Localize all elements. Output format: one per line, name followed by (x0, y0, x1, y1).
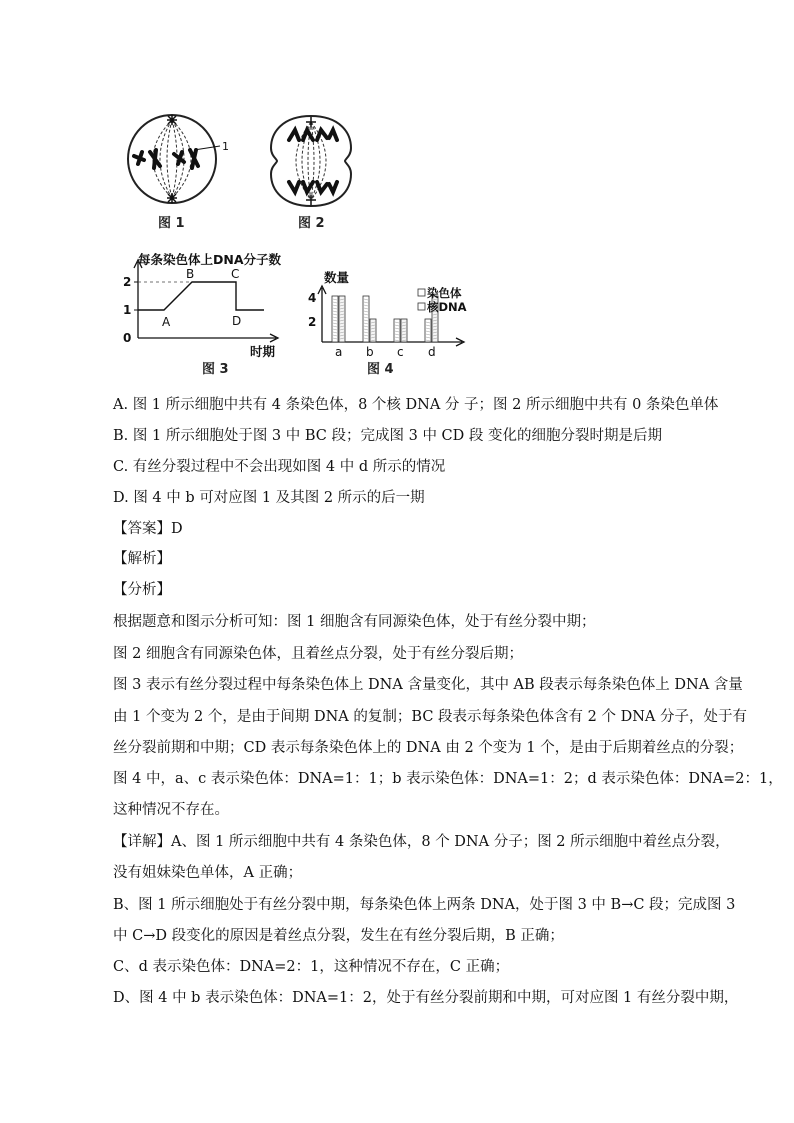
analysis-line-7: 这种情况不存在。 (113, 802, 229, 818)
figure-2-cell-diagram (267, 112, 357, 210)
option-c: C. 有丝分裂过程中不会出现如图 4 中 d 所示的情况 (113, 459, 446, 475)
option-b: B. 图 1 所示细胞处于图 3 中 BC 段；完成图 3 中 CD 段 变化的细胞分裂时期是后期 (113, 428, 662, 444)
analysis-line-3: 图 3 表示有丝分裂过程中每条染色体上 DNA 含量变化，其中 AB 段表示每条染色体上 DNA 含量 (113, 677, 743, 693)
figure-3-point-d: D (232, 314, 242, 328)
figure-3-ytick-2: 2 (123, 275, 132, 289)
legend-swatch-nuclear-dna (418, 303, 425, 310)
figure-3-ytick-1: 1 (123, 303, 132, 317)
figure-3-point-b: B (186, 267, 195, 281)
figure-1-pointer-label: 1 (222, 140, 229, 153)
figure-2-label: 图 2 (298, 216, 325, 231)
bar-b-chromosome (363, 296, 369, 342)
detail-line-3: B、图 1 所示细胞处于有丝分裂中期，每条染色体上两条 DNA，处于图 3 中 B→C 段；完成图 3 (113, 897, 736, 913)
figure-1-label: 图 1 (158, 216, 185, 231)
analysis-line-1: 根据题意和图示分析可知：图 1 细胞含有同源染色体，处于有丝分裂中期； (113, 614, 596, 630)
figure-3-point-a: A (162, 315, 171, 329)
analysis-line-4: 由 1 个变为 2 个，是由于间期 DNA 的复制；BC 段表示每条染色体含有 2 个 DNA 分子，处于有 (113, 709, 747, 725)
figure-4-category-b: b (366, 345, 374, 358)
figure-3-line-graph (112, 250, 302, 362)
figure-3-xlabel: 时期 (250, 344, 276, 359)
detail-line-2: 没有姐妹染色单体，A 正确； (113, 865, 303, 881)
figure-4-ytick-2: 2 (308, 315, 317, 329)
detail-line-6: D、图 4 中 b 表示染色体：DNA=1：2，处于有丝分裂前期和中期，可对应图 1 有丝分裂中期， (113, 990, 739, 1006)
analysis-line-2: 图 2 细胞含有同源染色体，且着丝点分裂，处于有丝分裂后期； (113, 646, 523, 662)
figure-3-ytick-0: 0 (123, 331, 132, 345)
option-d: D. 图 4 中 b 可对应图 1 及其图 2 所示的后一期 (113, 490, 425, 506)
legend-label-nuclear-dna: 核DNA (427, 300, 467, 314)
analysis-heading: 【解析】 (113, 551, 171, 567)
figure-1-cell-diagram (120, 112, 232, 210)
detail-line-5: C、d 表示染色体：DNA=2：1，这种情况不存在，C 正确； (113, 959, 510, 975)
figure-3-ylabel: 每条染色体上DNA分子数 (138, 252, 282, 267)
figure-4-bar-chart (306, 268, 506, 358)
answer-line: 【答案】D (113, 521, 183, 537)
figure-3-label: 图 3 (202, 362, 229, 377)
analysis-line-5: 丝分裂前期和中期；CD 表示每条染色体上的 DNA 由 2 个变为 1 个，是由于后期着丝点的分裂； (113, 740, 744, 756)
detail-line-4: 中 C→D 段变化的原因是着丝点分裂，发生在有丝分裂后期，B 正确； (113, 928, 564, 944)
detail-line-1: 【详解】A、图 1 所示细胞中共有 4 条染色体，8 个 DNA 分子；图 2 所示细胞中着丝点分裂， (113, 834, 730, 850)
figure-3-point-c: C (231, 267, 240, 281)
figure-4-category-c: c (397, 345, 404, 358)
bar-a-chromosome (332, 296, 338, 342)
legend-label-chromosome: 染色体 (427, 286, 462, 300)
figure-3-curve (138, 282, 264, 310)
figure-4-ylabel: 数量 (324, 270, 350, 285)
figure-4-label: 图 4 (367, 362, 394, 377)
legend-swatch-chromosome (418, 289, 425, 296)
bar-a-nuclear-dna (339, 296, 345, 342)
figure-4-category-a: a (335, 345, 343, 358)
option-a: A. 图 1 所示细胞中共有 4 条染色体，8 个核 DNA 分 子；图 2 所示细胞中共有 0 条染色单体 (113, 397, 719, 413)
analysis-subheading: 【分析】 (113, 582, 171, 598)
figure-4-category-d: d (428, 345, 436, 358)
figure-4-ytick-4: 4 (308, 291, 317, 305)
analysis-line-6: 图 4 中，a、c 表示染色体：DNA=1：1；b 表示染色体：DNA=1：2；d 表示染色体：DNA=2：1， (113, 771, 783, 787)
